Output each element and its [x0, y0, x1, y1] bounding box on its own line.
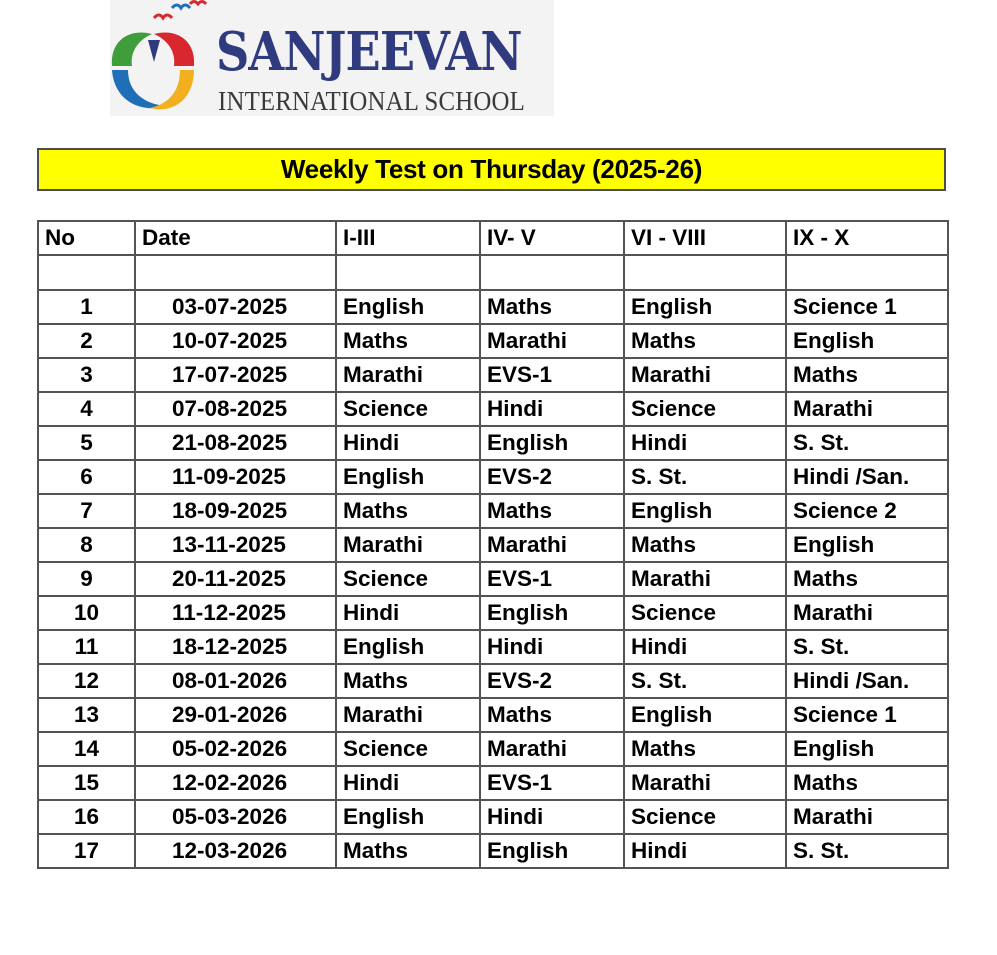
subject-class-1-3: Maths	[336, 664, 480, 698]
subject-class-9-10: English	[786, 528, 948, 562]
header-no: No	[38, 221, 135, 255]
subject-class-4-5: Marathi	[480, 732, 624, 766]
test-date: 18-09-2025	[135, 494, 336, 528]
table-row	[38, 800, 948, 834]
blank-cell	[135, 255, 336, 290]
subject-class-6-8: Hindi	[624, 834, 786, 868]
subject-class-9-10: Maths	[786, 358, 948, 392]
subject-class-1-3: Maths	[336, 324, 480, 358]
subject-class-1-3: English	[336, 630, 480, 664]
test-number: 10	[38, 596, 135, 630]
subject-class-9-10: Maths	[786, 766, 948, 800]
subject-class-1-3: Marathi	[336, 528, 480, 562]
blank-cell	[480, 255, 624, 290]
test-date: 18-12-2025	[135, 630, 336, 664]
header-class-1-3: I-III	[336, 221, 480, 255]
test-number: 4	[38, 392, 135, 426]
subject-class-6-8: Maths	[624, 324, 786, 358]
subject-class-9-10: Marathi	[786, 596, 948, 630]
test-date: 03-07-2025	[135, 290, 336, 324]
test-number: 1	[38, 290, 135, 324]
blank-cell	[38, 255, 135, 290]
test-schedule-table	[37, 220, 949, 869]
subject-class-4-5: Hindi	[480, 800, 624, 834]
header-class-4-5: IV- V	[480, 221, 624, 255]
blank-cell	[336, 255, 480, 290]
subject-class-4-5: EVS-1	[480, 766, 624, 800]
subject-class-9-10: Science 1	[786, 290, 948, 324]
logo-school-name: SANJEEVAN	[216, 21, 522, 83]
subject-class-4-5: English	[480, 426, 624, 460]
subject-class-1-3: English	[336, 290, 480, 324]
test-number: 14	[38, 732, 135, 766]
table-row	[38, 698, 948, 732]
subject-class-1-3: Maths	[336, 834, 480, 868]
subject-class-1-3: Hindi	[336, 426, 480, 460]
subject-class-4-5: English	[480, 834, 624, 868]
subject-class-9-10: Maths	[786, 562, 948, 596]
table-row	[38, 358, 948, 392]
subject-class-4-5: Maths	[480, 494, 624, 528]
subject-class-6-8: Hindi	[624, 426, 786, 460]
subject-class-6-8: Maths	[624, 528, 786, 562]
subject-class-6-8: Science	[624, 596, 786, 630]
test-date: 12-03-2026	[135, 834, 336, 868]
blank-row	[38, 255, 948, 290]
subject-class-9-10: Science 2	[786, 494, 948, 528]
test-number: 9	[38, 562, 135, 596]
test-number: 2	[38, 324, 135, 358]
subject-class-6-8: S. St.	[624, 664, 786, 698]
subject-class-1-3: Hindi	[336, 766, 480, 800]
subject-class-6-8: Marathi	[624, 358, 786, 392]
table-row	[38, 732, 948, 766]
subject-class-6-8: Marathi	[624, 766, 786, 800]
test-number: 11	[38, 630, 135, 664]
subject-class-6-8: English	[624, 290, 786, 324]
table-row	[38, 834, 948, 868]
subject-class-6-8: English	[624, 698, 786, 732]
table-row	[38, 562, 948, 596]
logo-school-subtitle: INTERNATIONAL SCHOOL	[218, 86, 526, 116]
test-date: 05-03-2026	[135, 800, 336, 834]
subject-class-4-5: Marathi	[480, 324, 624, 358]
subject-class-9-10: S. St.	[786, 834, 948, 868]
schedule-title: Weekly Test on Thursday (2025-26)	[280, 154, 703, 184]
test-date: 07-08-2025	[135, 392, 336, 426]
test-date: 21-08-2025	[135, 426, 336, 460]
subject-class-1-3: Science	[336, 732, 480, 766]
test-date: 20-11-2025	[135, 562, 336, 596]
test-number: 6	[38, 460, 135, 494]
subject-class-9-10: Hindi /San.	[786, 460, 948, 494]
subject-class-6-8: S. St.	[624, 460, 786, 494]
blank-cell	[786, 255, 948, 290]
test-date: 10-07-2025	[135, 324, 336, 358]
table-header-row	[38, 221, 948, 255]
subject-class-4-5: English	[480, 596, 624, 630]
subject-class-6-8: Science	[624, 800, 786, 834]
subject-class-1-3: Science	[336, 392, 480, 426]
schedule-title-banner	[37, 148, 946, 191]
test-date: 05-02-2026	[135, 732, 336, 766]
subject-class-4-5: Marathi	[480, 528, 624, 562]
subject-class-4-5: Maths	[480, 698, 624, 732]
table-row	[38, 460, 948, 494]
table-row	[38, 290, 948, 324]
test-number: 3	[38, 358, 135, 392]
subject-class-6-8: Hindi	[624, 630, 786, 664]
test-number: 17	[38, 834, 135, 868]
test-date: 08-01-2026	[135, 664, 336, 698]
table-row	[38, 664, 948, 698]
subject-class-9-10: S. St.	[786, 426, 948, 460]
subject-class-6-8: Maths	[624, 732, 786, 766]
test-date: 13-11-2025	[135, 528, 336, 562]
test-number: 16	[38, 800, 135, 834]
test-number: 13	[38, 698, 135, 732]
table-row	[38, 528, 948, 562]
test-date: 29-01-2026	[135, 698, 336, 732]
subject-class-1-3: Marathi	[336, 698, 480, 732]
header-date: Date	[135, 221, 336, 255]
subject-class-4-5: EVS-2	[480, 460, 624, 494]
subject-class-9-10: Science 1	[786, 698, 948, 732]
subject-class-9-10: English	[786, 324, 948, 358]
subject-class-4-5: EVS-2	[480, 664, 624, 698]
table-row	[38, 426, 948, 460]
table-row	[38, 324, 948, 358]
table-row	[38, 766, 948, 800]
subject-class-1-3: Maths	[336, 494, 480, 528]
subject-class-6-8: Science	[624, 392, 786, 426]
test-date: 17-07-2025	[135, 358, 336, 392]
subject-class-1-3: Marathi	[336, 358, 480, 392]
subject-class-6-8: English	[624, 494, 786, 528]
subject-class-1-3: Hindi	[336, 596, 480, 630]
subject-class-4-5: Hindi	[480, 392, 624, 426]
header-class-6-8: VI - VIII	[624, 221, 786, 255]
table-row	[38, 630, 948, 664]
table-row	[38, 392, 948, 426]
test-number: 7	[38, 494, 135, 528]
table-row	[38, 494, 948, 528]
test-date: 11-09-2025	[135, 460, 336, 494]
test-number: 5	[38, 426, 135, 460]
test-number: 8	[38, 528, 135, 562]
subject-class-6-8: Marathi	[624, 562, 786, 596]
subject-class-1-3: English	[336, 800, 480, 834]
subject-class-9-10: Hindi /San.	[786, 664, 948, 698]
test-number: 12	[38, 664, 135, 698]
subject-class-1-3: Science	[336, 562, 480, 596]
subject-class-9-10: Marathi	[786, 800, 948, 834]
header-class-9-10: IX - X	[786, 221, 948, 255]
test-date: 12-02-2026	[135, 766, 336, 800]
schedule-body	[38, 290, 948, 868]
subject-class-4-5: EVS-1	[480, 562, 624, 596]
test-number: 15	[38, 766, 135, 800]
subject-class-1-3: English	[336, 460, 480, 494]
school-logo	[110, 0, 554, 116]
table-row	[38, 596, 948, 630]
test-date: 11-12-2025	[135, 596, 336, 630]
subject-class-9-10: S. St.	[786, 630, 948, 664]
logo-emblem-icon	[110, 0, 216, 116]
subject-class-9-10: English	[786, 732, 948, 766]
subject-class-4-5: Hindi	[480, 630, 624, 664]
blank-cell	[624, 255, 786, 290]
subject-class-4-5: EVS-1	[480, 358, 624, 392]
subject-class-9-10: Marathi	[786, 392, 948, 426]
subject-class-4-5: Maths	[480, 290, 624, 324]
